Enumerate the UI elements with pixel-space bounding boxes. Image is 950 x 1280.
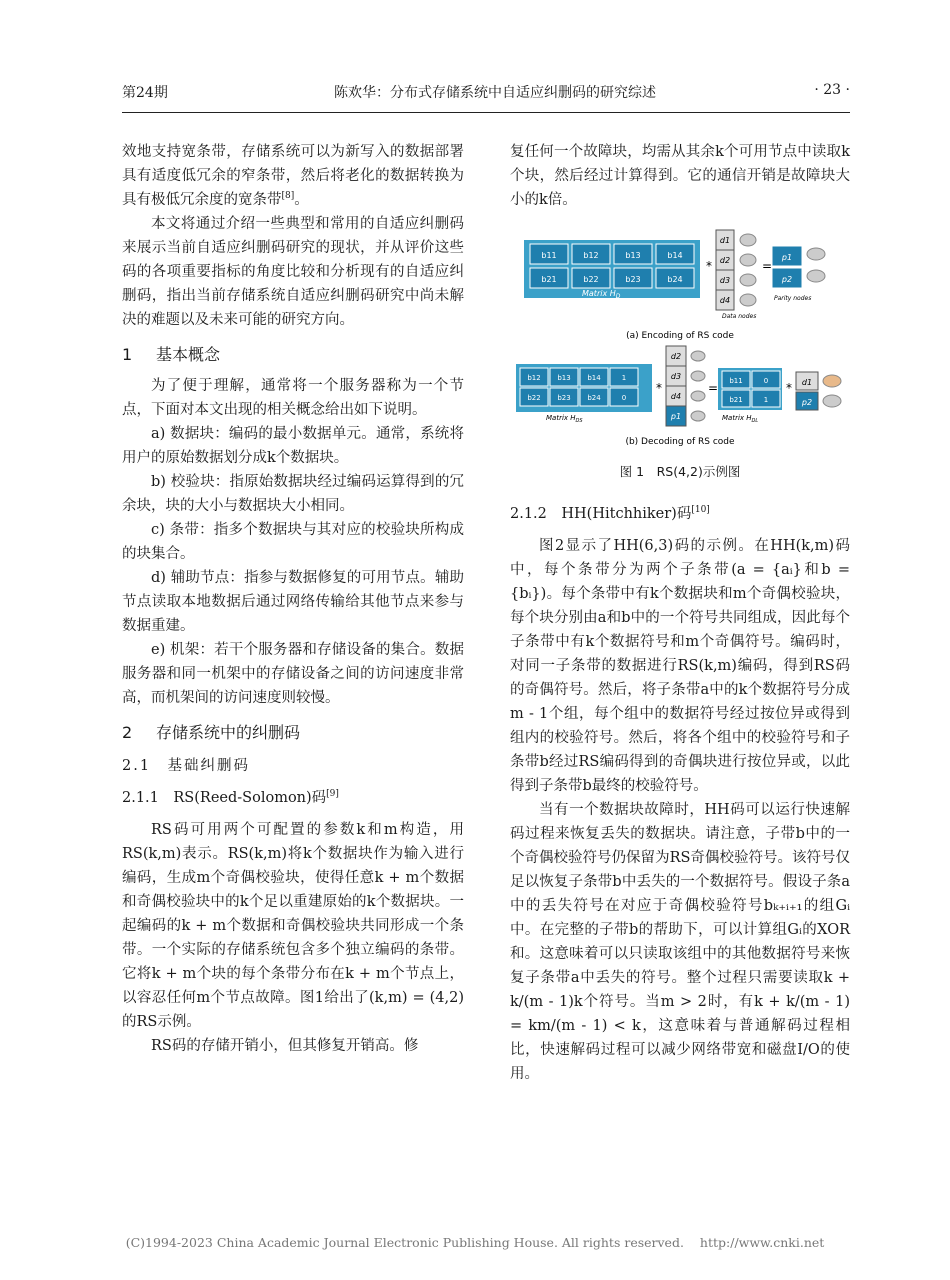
svg-text:d2: d2 bbox=[670, 352, 682, 361]
issue-number: 第24期 bbox=[122, 85, 168, 101]
svg-text:b11: b11 bbox=[729, 377, 743, 385]
node-icon bbox=[740, 274, 756, 286]
citation[interactable]: [8] bbox=[281, 191, 295, 202]
data-nodes bbox=[716, 230, 756, 320]
decode-inputs bbox=[666, 346, 705, 426]
copyright-footer bbox=[0, 1235, 950, 1250]
svg-text:Parity nodes: Parity nodes bbox=[774, 295, 812, 302]
cell: b11 bbox=[541, 251, 557, 260]
node-icon bbox=[807, 248, 825, 260]
rs-diagram bbox=[510, 222, 850, 522]
paragraph: 当有一个数据块故障时，HH码可以运行快速解码过程来恢复丢失的数据块。请注意，子带b中的一个奇偶校验符号仍保留为RS奇偶校验符号。该符号仅足以恢复子条带b中丢失的一个数据符号。假设子条a中的丢失符号在对应于奇偶校验符号bₖ₊ᵢ₊₁的组Gᵢ中。在完整的子带b的帮助下，可以计算组Gᵢ的XOR和。这意味着可以只读取该组中的其他数据符号来恢复子条带a中丢失的符号。整个过程只需要读取k + k/(m - 1)k个符号。当m > 2时，有k + k/(m - 1) = km/(m - 1) < k，这意味着与普通解码过程相比，快速解码过程可以减少网络带宽和磁盘I/O的使用。 bbox=[510, 802, 850, 1082]
matrix-hds bbox=[516, 364, 652, 424]
node-icon bbox=[740, 234, 756, 246]
svg-text:d4: d4 bbox=[719, 296, 731, 305]
definition-item: c) 条带：指多个数据块与其对应的校验块所构成的块集合。 bbox=[122, 522, 464, 562]
paragraph: 复任何一个故障块，均需从其余k个可用节点中读取k个块，然后经过计算得到。它的通信开销是故障块大小的k倍。 bbox=[510, 144, 850, 208]
svg-text:p2: p2 bbox=[781, 275, 793, 284]
svg-text:*: * bbox=[786, 381, 792, 395]
node-icon bbox=[691, 351, 705, 361]
svg-text:b21: b21 bbox=[729, 396, 743, 404]
svg-text:=: = bbox=[762, 259, 773, 273]
definition-item: e) 机架：若干个服务器和存储设备的集合。数据服务器和同一机架中的存储设备之间的访问速度非常高，而机架间的访问速度则较慢。 bbox=[122, 642, 464, 706]
section-heading: 2 存储系统中的纠删码 bbox=[122, 723, 301, 742]
matrix-label: Matrix $H_{DS}$ bbox=[546, 414, 583, 424]
right-column bbox=[510, 140, 850, 1086]
figure-caption: 图 1 RS(4,2)示例图 bbox=[619, 464, 741, 479]
svg-text:d1: d1 bbox=[801, 378, 813, 387]
copyright-text: (C)1994-2023 China Academic Journal Electronic Publishing House. All rights reserved. bbox=[125, 1235, 684, 1250]
node-icon bbox=[691, 391, 705, 401]
matrix-label: Matrix $H_{DL}$ bbox=[722, 414, 759, 424]
node-icon bbox=[691, 411, 705, 421]
node-icon bbox=[823, 395, 841, 407]
cell: b23 bbox=[625, 275, 641, 284]
cnki-link[interactable]: http://www.cnki.net bbox=[699, 1235, 825, 1250]
subsection-heading: 2.1 基础纠删码 bbox=[122, 758, 251, 774]
section-heading: 1 基本概念 bbox=[122, 345, 221, 364]
svg-text:b23: b23 bbox=[557, 394, 571, 402]
svg-text:b13: b13 bbox=[557, 374, 571, 382]
running-title: 陈欢华：分布式存储系统中自适应纠删码的研究综述 bbox=[334, 85, 656, 101]
subcaption-b: (b) Decoding of RS code bbox=[625, 437, 735, 447]
cell: b22 bbox=[583, 275, 599, 284]
citation[interactable]: [10] bbox=[691, 505, 710, 516]
node-icon bbox=[691, 371, 705, 381]
svg-text:*: * bbox=[706, 259, 712, 273]
page-number: · 23 · bbox=[814, 82, 850, 98]
matrix-hdl bbox=[718, 368, 782, 424]
paragraph: 为了便于理解，通常将一个服务器称为一个节点，下面对本文出现的相关概念给出如下说明。 bbox=[122, 378, 464, 418]
paragraph: 效地支持宽条带，存储系统可以为新写入的数据部署具有适度低冗余的窄条带，然后将老化的数据转换为具有极低冗余度的宽条带[8]。 bbox=[122, 144, 464, 208]
matrix-label: Matrix $H_D$ bbox=[582, 289, 621, 300]
paragraph: 图2显示了HH(6,3)码的示例。在HH(k,m)码中，每个条带分为两个子条带(a = {aᵢ}和b = {bᵢ})。每个条带中有k个数据块和m个奇偶校验块，每个块分别由a和b中的一个符号共同组成，因此每个子条带中有k个数据符号和m个奇偶符号。编码时，对同一子条带的数据进行RS(k,m)编码，得到RS码的奇偶符号。然后，将子条带a中的k个数据符号分成m - 1个组，每个组中的数据符号经过按位异或得到组内的校验符号。然后，将各个组中的校验符号和子条带b经过RS编码得到的奇偶块进行按位异或，以此得到子条带b最终的校验符号。 bbox=[510, 538, 850, 794]
svg-text:Data nodes: Data nodes bbox=[722, 313, 757, 320]
left-column bbox=[122, 140, 464, 1058]
svg-text:b22: b22 bbox=[527, 394, 541, 402]
svg-text:d1: d1 bbox=[719, 236, 731, 245]
svg-text:d4: d4 bbox=[670, 392, 682, 401]
svg-text:p1: p1 bbox=[781, 253, 793, 262]
svg-text:0: 0 bbox=[763, 377, 769, 385]
svg-text:b24: b24 bbox=[587, 394, 601, 402]
subsubsection-heading: 2.1.1 RS(Reed-Solomon)码[9] bbox=[122, 789, 339, 806]
decode-outputs bbox=[796, 372, 841, 410]
matrix-hd bbox=[524, 240, 700, 300]
subsubsection-heading: 2.1.2 HH(Hitchhiker)码[10] bbox=[510, 505, 710, 522]
parity-nodes bbox=[772, 246, 825, 302]
cell: b21 bbox=[541, 275, 557, 284]
citation[interactable]: [9] bbox=[326, 789, 339, 800]
definition-item: d) 辅助节点：指参与数据修复的可用节点。辅助节点读取本地数据后通过网络传输给其他节点来参与数据重建。 bbox=[122, 570, 464, 634]
subcaption-a: (a) Encoding of RS code bbox=[626, 331, 734, 341]
svg-text:=: = bbox=[708, 381, 719, 395]
svg-text:1: 1 bbox=[763, 396, 769, 404]
node-icon bbox=[740, 294, 756, 306]
cell: b24 bbox=[667, 275, 683, 284]
svg-text:1: 1 bbox=[621, 374, 627, 382]
svg-text:p1: p1 bbox=[670, 412, 682, 421]
svg-text:0: 0 bbox=[621, 394, 627, 402]
paragraph: RS码的存储开销小，但其修复开销高。修 bbox=[151, 1038, 419, 1054]
header-rule bbox=[122, 112, 850, 113]
cell: b14 bbox=[667, 251, 683, 260]
svg-text:d3: d3 bbox=[670, 372, 682, 381]
paragraph: RS码可用两个可配置的参数k和m构造，用RS(k,m)表示。RS(k,m)将k个数据块作为输入进行编码，生成m个奇偶校验块，使得任意k + m个数据和奇偶校验块中的k个足以重建原始的k个数据块。一起编码的k + m个数据和奇偶校验块共同形成一个条带。一个实际的存储系统包含多个独立编码的条带。它将k + m个块的每个条带分布在k + m个节点上，以容忍任何m个节点故障。图1给出了(k,m) = (4,2)的RS示例。 bbox=[122, 822, 464, 1030]
definition-item: b) 校验块：指原始数据块经过编码运算得到的冗余块，块的大小与数据块大小相同。 bbox=[122, 474, 464, 514]
svg-text:p2: p2 bbox=[801, 398, 813, 407]
svg-text:d2: d2 bbox=[719, 256, 731, 265]
figure-rs-example bbox=[510, 222, 850, 522]
paragraph: 本文将通过介绍一些典型和常用的自适应纠删码来展示当前自适应纠删码研究的现状，并从评价这些码的各项重要指标的角度比较和分析现有的自适应纠删码，指出当前存储系统自适应纠删码研究中尚未解决的难题以及未来可能的研究方向。 bbox=[122, 216, 464, 328]
node-icon bbox=[807, 270, 825, 282]
definition-item: a) 数据块：编码的最小数据单元。通常，系统将用户的原始数据划分成k个数据块。 bbox=[122, 426, 464, 466]
cell: b12 bbox=[583, 251, 599, 260]
node-icon bbox=[823, 375, 841, 387]
running-header bbox=[122, 82, 850, 104]
cell: b13 bbox=[625, 251, 641, 260]
svg-text:*: * bbox=[656, 381, 662, 395]
svg-text:d3: d3 bbox=[719, 276, 731, 285]
svg-text:b14: b14 bbox=[587, 374, 601, 382]
node-icon bbox=[740, 254, 756, 266]
svg-text:b12: b12 bbox=[527, 374, 541, 382]
